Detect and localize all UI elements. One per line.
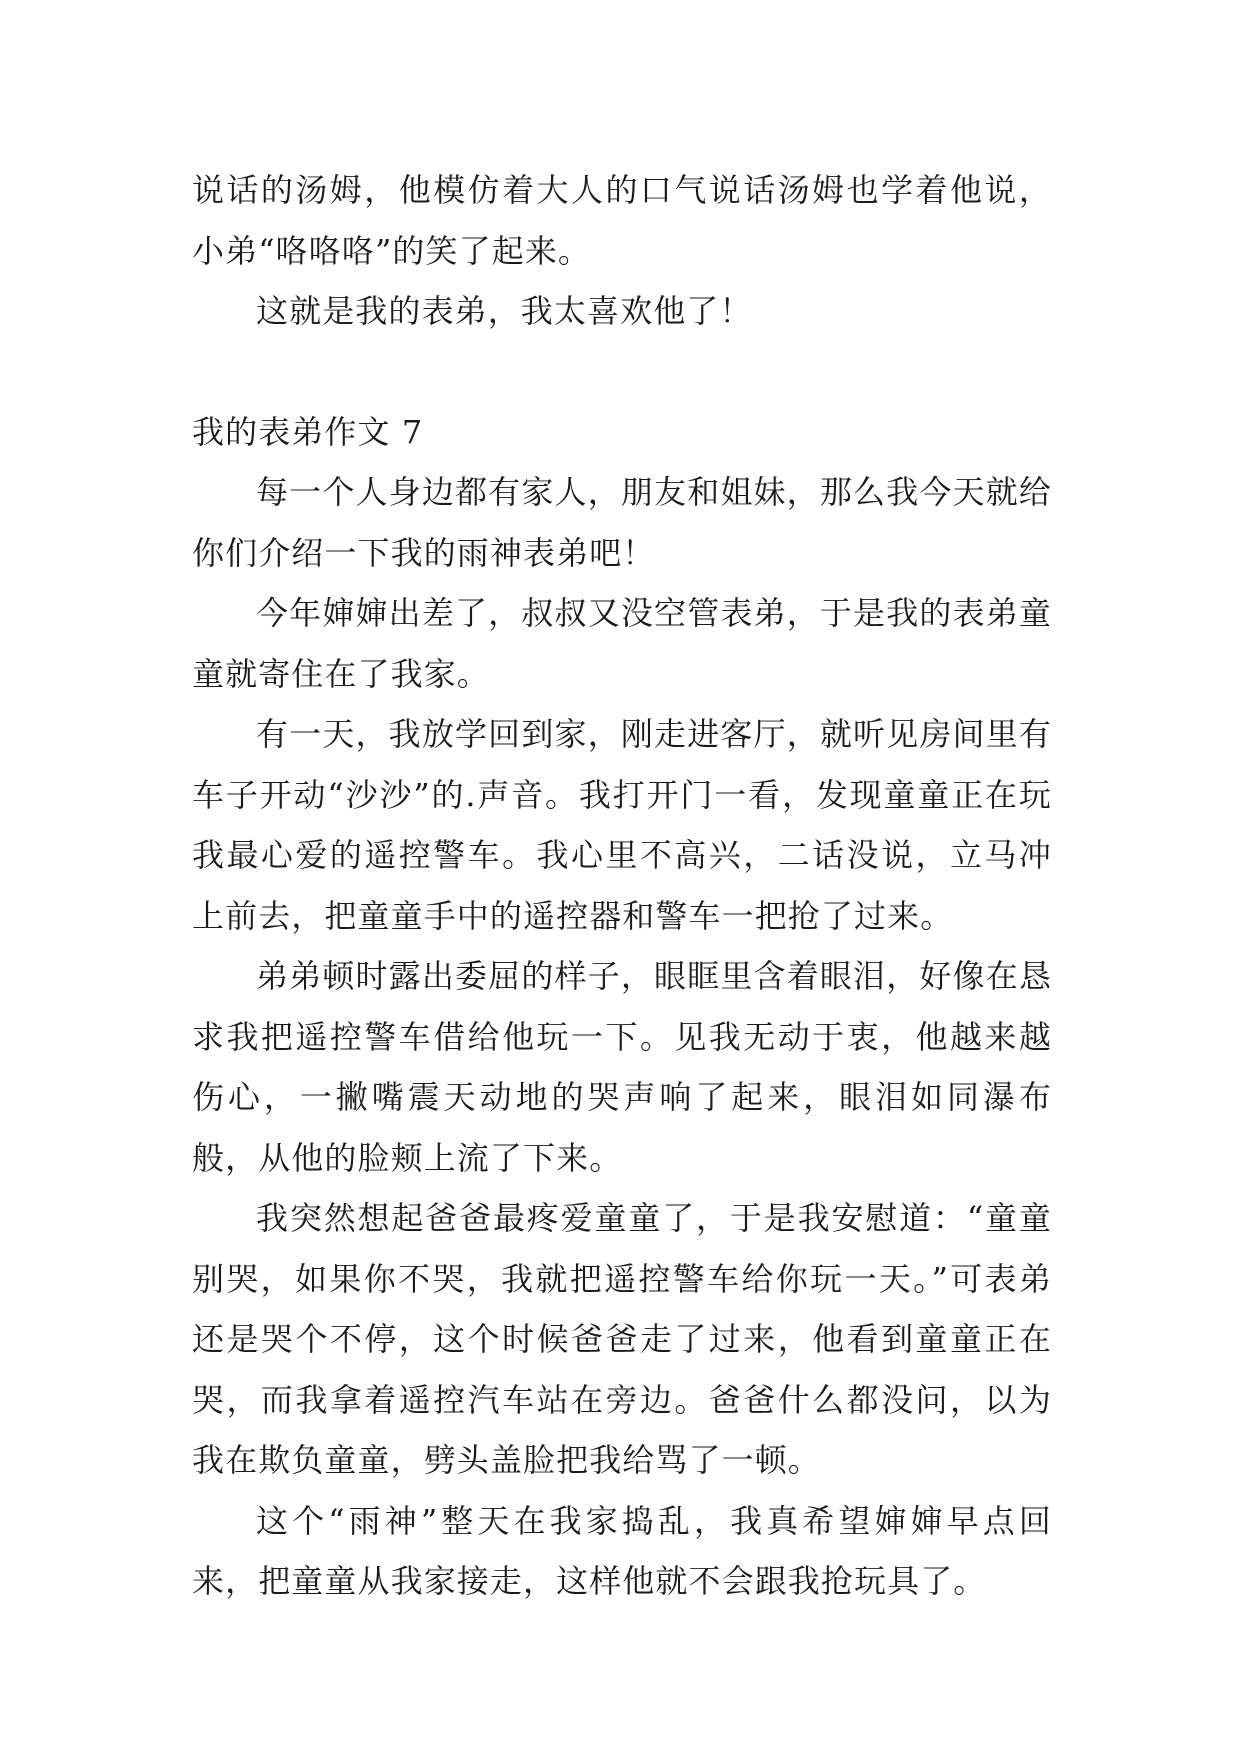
- essay-paragraph: 弟弟顿时露出委屈的样子，眼眶里含着眼泪，好像在恳求我把遥控警车借给他玩一下。见我无动于衷，他越来越伤心，一撇嘴震天动地的哭声响了起来，眼泪如同瀑布般，从他的脸颊上流了下来。: [192, 957, 1052, 1177]
- document-page: [192, 160, 1052, 1612]
- essay-paragraph: 我突然想起爸爸最疼爱童童了，于是我安慰道：“童童别哭，如果你不哭，我就把遥控警车给你玩一天。”可表弟还是哭个不停，这个时候爸爸走了过来，他看到童童正在哭，而我拿着遥控汽车站在旁边。爸爸什么都没问，以为我在欺负童童，劈头盖脸把我给骂了一顿。: [192, 1199, 1052, 1479]
- continuation-closing-paragraph: 这就是我的表弟，我太喜欢他了！: [256, 292, 753, 330]
- essay-paragraph: 有一天，我放学回到家，刚走进客厅，就听见房间里有车子开动“沙沙”的.声音。我打开门一看，发现童童正在玩我最心爱的遥控警车。我心里不高兴，二话没说，立马冲上前去，把童童手中的遥控器和警车一把抢了过来。: [192, 715, 1052, 935]
- essay-paragraph: 每一个人身边都有家人，朋友和姐妹，那么我今天就给你们介绍一下我的雨神表弟吧！: [192, 473, 1052, 572]
- essay-paragraph: 今年婶婶出差了，叔叔又没空管表弟，于是我的表弟童童就寄住在了我家。: [192, 594, 1052, 693]
- essay-paragraph: 这个“雨神”整天在我家捣乱，我真希望婶婶早点回来，把童童从我家接走，这样他就不会跟我抢玩具了。: [192, 1501, 1052, 1600]
- continuation-paragraph: 说话的汤姆，他模仿着大人的口气说话汤姆也学着他说，小弟“咯咯咯”的笑了起来。: [192, 171, 1052, 270]
- essay-title: 我的表弟作文 7: [192, 412, 424, 451]
